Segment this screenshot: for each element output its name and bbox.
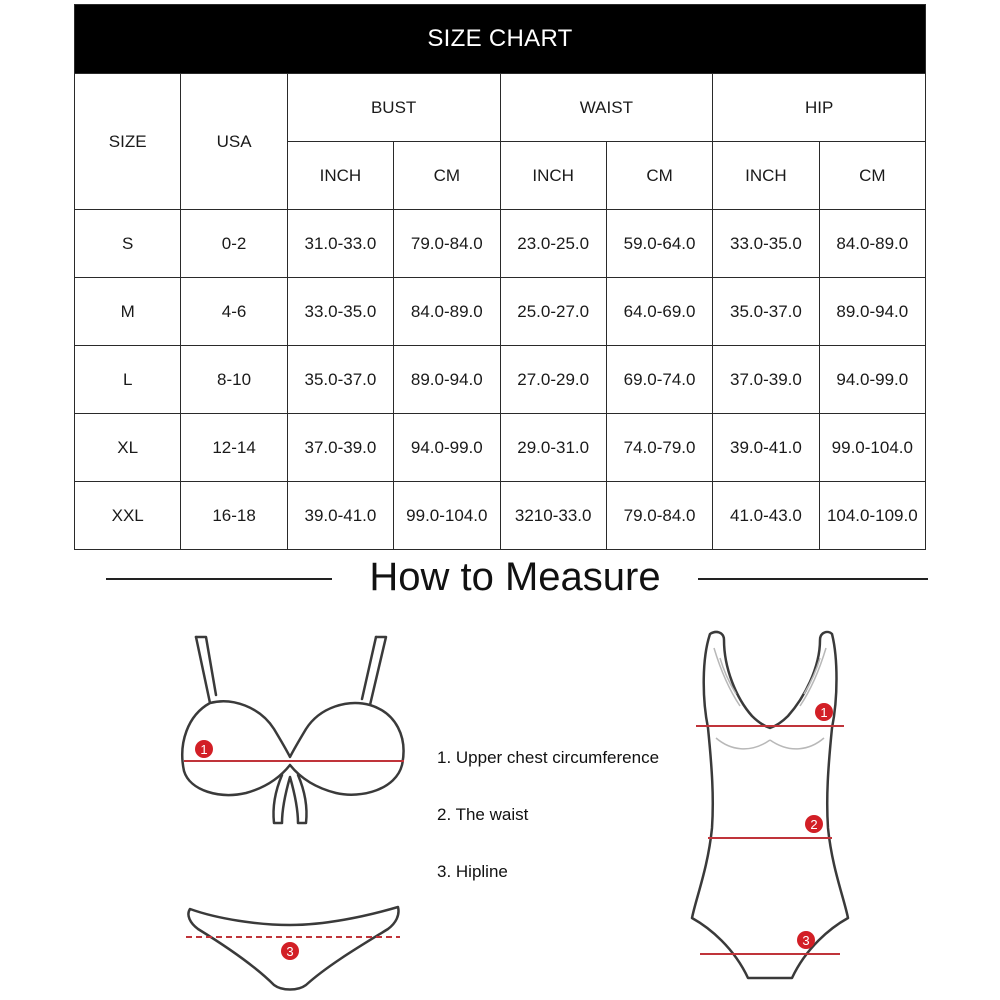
table-row <box>75 482 926 550</box>
bikini-bottom-illustration <box>178 895 408 995</box>
header-unit: CM <box>819 142 925 210</box>
legend-upper-chest: 1. Upper chest circumference <box>437 748 660 767</box>
value-cell: 99.0-104.0 <box>819 414 925 482</box>
usa-cell: 12-14 <box>181 414 287 482</box>
header-unit: INCH <box>713 142 819 210</box>
divider-right <box>698 578 928 580</box>
header-size: SIZE <box>75 74 181 210</box>
divider-left <box>106 578 332 580</box>
value-cell: 69.0-74.0 <box>606 346 712 414</box>
value-cell: 25.0-27.0 <box>500 278 606 346</box>
value-cell: 37.0-39.0 <box>713 346 819 414</box>
header-usa: USA <box>181 74 287 210</box>
table-row <box>75 278 926 346</box>
value-cell: 27.0-29.0 <box>500 346 606 414</box>
usa-cell: 16-18 <box>181 482 287 550</box>
value-cell: 33.0-35.0 <box>713 210 819 278</box>
header-unit: CM <box>394 142 500 210</box>
value-cell: 59.0-64.0 <box>606 210 712 278</box>
usa-cell: 4-6 <box>181 278 287 346</box>
size-chart-title: SIZE CHART <box>75 5 926 74</box>
value-cell: 64.0-69.0 <box>606 278 712 346</box>
table-row <box>75 414 926 482</box>
size-cell: S <box>75 210 181 278</box>
value-cell: 31.0-33.0 <box>287 210 393 278</box>
how-to-measure-header <box>0 552 1000 602</box>
value-cell: 84.0-89.0 <box>819 210 925 278</box>
value-cell: 41.0-43.0 <box>713 482 819 550</box>
value-cell: 33.0-35.0 <box>287 278 393 346</box>
value-cell: 39.0-41.0 <box>287 482 393 550</box>
size-cell: L <box>75 346 181 414</box>
value-cell: 94.0-99.0 <box>819 346 925 414</box>
value-cell: 39.0-41.0 <box>713 414 819 482</box>
value-cell: 84.0-89.0 <box>394 278 500 346</box>
usa-cell: 0-2 <box>181 210 287 278</box>
marker-3-label: 3 <box>286 944 294 959</box>
header-unit: INCH <box>500 142 606 210</box>
header-waist: WAIST <box>500 74 713 142</box>
value-cell: 79.0-84.0 <box>394 210 500 278</box>
value-cell: 35.0-37.0 <box>287 346 393 414</box>
value-cell: 3210-33.0 <box>500 482 606 550</box>
marker-3-label: 3 <box>802 933 810 948</box>
value-cell: 35.0-37.0 <box>713 278 819 346</box>
value-cell: 37.0-39.0 <box>287 414 393 482</box>
bikini-top-illustration <box>170 625 430 835</box>
size-chart-table <box>74 4 926 550</box>
usa-cell: 8-10 <box>181 346 287 414</box>
one-piece-swimsuit-illustration <box>680 628 860 988</box>
value-cell: 94.0-99.0 <box>394 414 500 482</box>
header-bust: BUST <box>287 74 500 142</box>
value-cell: 104.0-109.0 <box>819 482 925 550</box>
size-cell: XXL <box>75 482 181 550</box>
table-row <box>75 210 926 278</box>
value-cell: 89.0-94.0 <box>819 278 925 346</box>
how-to-measure-title: How to Measure <box>369 555 661 599</box>
value-cell: 79.0-84.0 <box>606 482 712 550</box>
table-row <box>75 346 926 414</box>
marker-1-label: 1 <box>820 705 828 720</box>
value-cell: 23.0-25.0 <box>500 210 606 278</box>
header-hip: HIP <box>713 74 926 142</box>
legend-waist: 2. The waist <box>437 805 529 824</box>
header-unit: CM <box>606 142 712 210</box>
size-cell: M <box>75 278 181 346</box>
value-cell: 99.0-104.0 <box>394 482 500 550</box>
legend-hipline: 3. Hipline <box>437 862 508 881</box>
value-cell: 74.0-79.0 <box>606 414 712 482</box>
value-cell: 89.0-94.0 <box>394 346 500 414</box>
value-cell: 29.0-31.0 <box>500 414 606 482</box>
size-cell: XL <box>75 414 181 482</box>
header-unit: INCH <box>287 142 393 210</box>
marker-1-label: 1 <box>200 742 208 757</box>
marker-2-label: 2 <box>810 817 818 832</box>
